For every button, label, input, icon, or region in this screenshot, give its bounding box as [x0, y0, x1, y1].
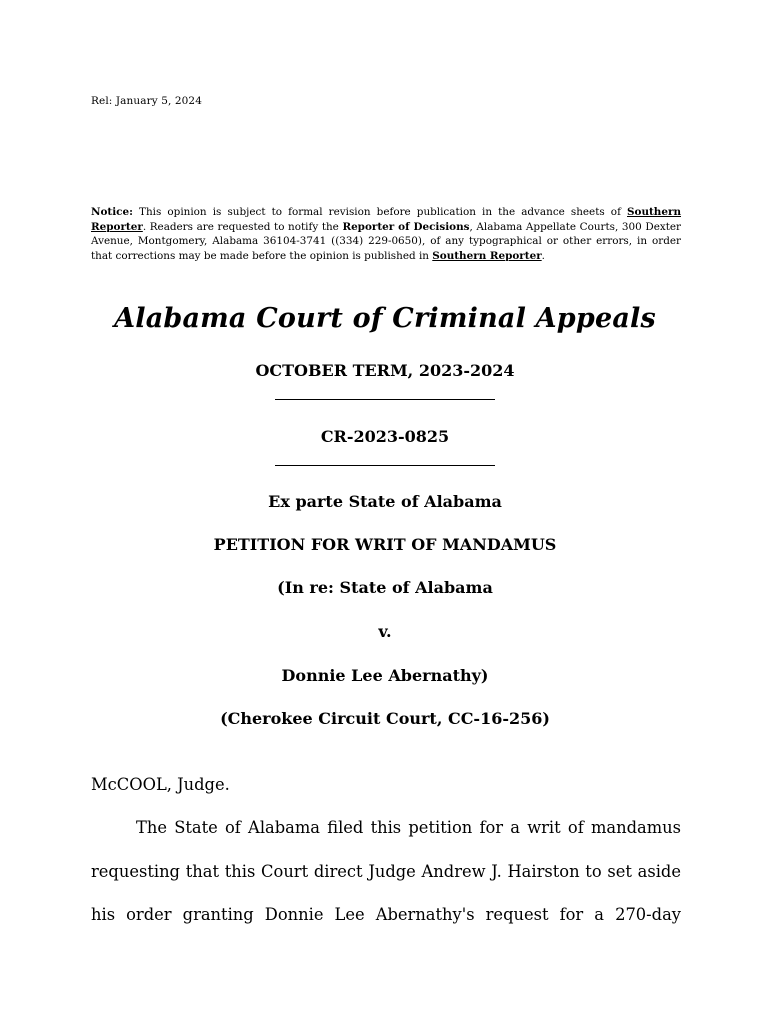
divider-rule-2	[275, 465, 495, 466]
release-date: Rel: January 5, 2024	[91, 95, 202, 107]
court-name: Alabama Court of Criminal Appeals	[114, 303, 656, 334]
judge-name: McCOOL, Judge.	[91, 775, 230, 794]
southern-reporter-ref-1: Southern Reporter	[91, 206, 681, 233]
divider-rule-1	[275, 399, 495, 400]
notice-text-3: , Alabama Appellate Courts, 300 Dexter Avenue, Montgomery, Alabama 36104-3741 ((334) 229-0650), of any typographical or other errors, in order that corrections may be made before the opinion is published in	[91, 220, 681, 262]
notice-text-4: .	[541, 249, 545, 262]
caption-defendant: Donnie Lee Abernathy)	[281, 666, 489, 685]
notice-paragraph	[91, 205, 681, 263]
caption-versus: v.	[378, 622, 392, 641]
caption-in-re: (In re: State of Alabama	[277, 578, 493, 597]
southern-reporter-ref-2: Southern Reporter	[432, 249, 542, 262]
reporter-of-decisions: Reporter of Decisions	[342, 220, 470, 233]
caption-circuit-court: (Cherokee Circuit Court, CC-16-256)	[220, 709, 550, 728]
caption-ex-parte: Ex parte State of Alabama	[268, 492, 502, 511]
notice-text-2: . Readers are requested to notify the	[142, 220, 343, 233]
opinion-line-2-text: requesting that this Court direct Judge Andrew J. Hairston to set aside	[91, 862, 681, 881]
opinion-line-1	[136, 818, 681, 837]
notice-label: Notice:	[91, 206, 133, 218]
case-number: CR-2023-0825	[320, 427, 450, 446]
opinion-line-3-text: his order granting Donnie Lee Abernathy's request for a 270-day	[91, 905, 681, 924]
opinion-line-3	[91, 905, 681, 924]
opinion-line-1-text: The State of Alabama filed this petition for a writ of mandamus	[136, 818, 681, 837]
opinion-line-2	[91, 862, 681, 881]
court-term: OCTOBER TERM, 2023-2024	[255, 361, 515, 380]
notice-text-1: This opinion is subject to formal revision before publication in the advance sheets of	[132, 206, 628, 218]
caption-petition: PETITION FOR WRIT OF MANDAMUS	[213, 535, 557, 554]
